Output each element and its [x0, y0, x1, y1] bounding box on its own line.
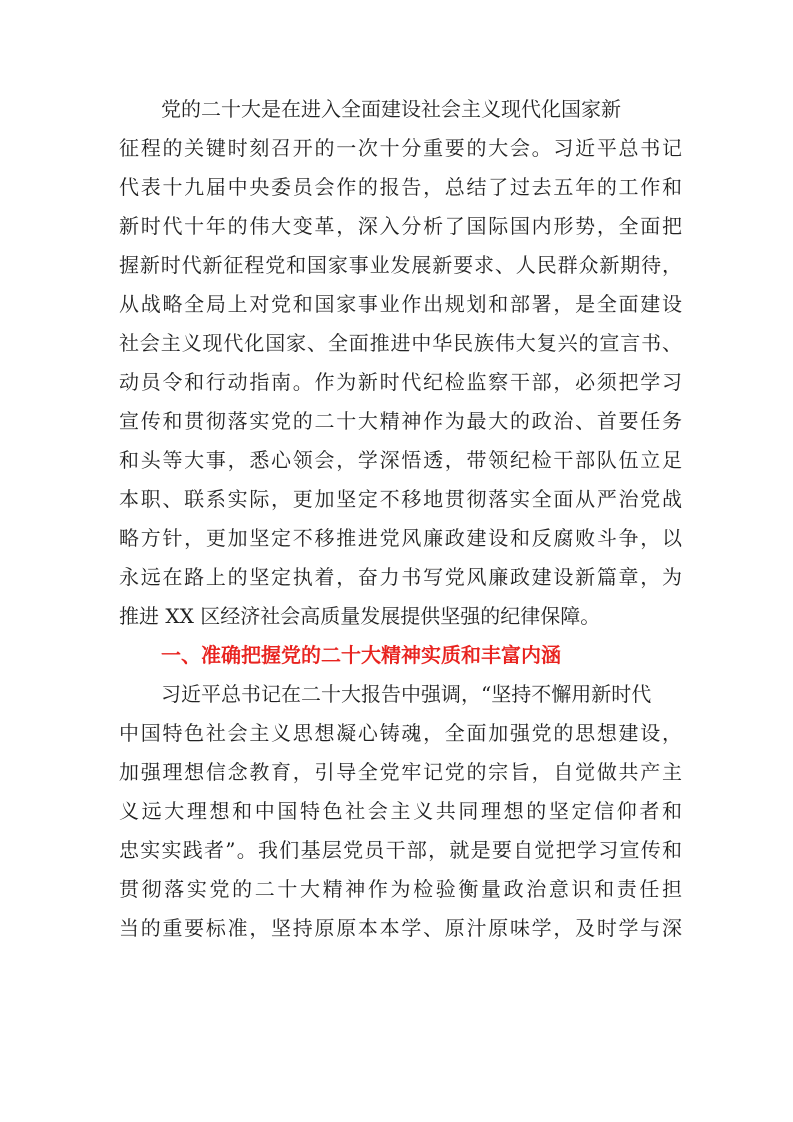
text-line: 和头等大事，悉心领会，学深悟透，带领纪检干部队伍立足 [119, 448, 682, 472]
text-line: 握新时代新征程党和国家事业发展新要求、人民群众新期待， [119, 253, 682, 277]
text-line: 忠实实践者”。我们基层党员干部，就是要自觉把学习宣传和 [119, 838, 682, 862]
text-line: 社会主义现代化国家、全面推进中华民族伟大复兴的宣言书、 [119, 331, 682, 355]
text-line: 贯彻落实党的二十大精神作为检验衡量政治意识和责任担 [119, 877, 682, 901]
text-line: 当的重要标准，坚持原原本本学、原汁原味学，及时学与深 [119, 916, 682, 940]
text-line: 党的二十大是在进入全面建设社会主义现代化国家新 [161, 97, 621, 121]
paragraph-intro [119, 90, 682, 636]
text-line: 义远大理想和中国特色社会主义共同理想的坚定信仰者和 [119, 799, 682, 823]
text-line: 动员令和行动指南。作为新时代纪检监察干部，必须把学习 [119, 370, 682, 394]
text-line: 代表十九届中央委员会作的报告，总结了过去五年的工作和 [119, 175, 682, 199]
section-heading: 一、准确把握党的二十大精神实质和丰富内涵 [161, 643, 561, 667]
text-line: 宣传和贯彻落实党的二十大精神作为最大的政治、首要任务 [119, 409, 682, 433]
text-line: 略方针，更加坚定不移推进党风廉政建设和反腐败斗争，以 [119, 526, 682, 550]
text-line: 加强理想信念教育，引导全党牢记党的宗旨，自觉做共产主 [119, 760, 682, 784]
text-line: 中国特色社会主义思想凝心铸魂，全面加强党的思想建设， [119, 721, 682, 745]
document-body [119, 90, 682, 948]
text-line: 推进 XX 区经济社会高质量发展提供坚强的纪律保障。 [119, 604, 601, 628]
text-line: 本职、联系实际，更加坚定不移地贯彻落实全面从严治党战 [119, 487, 682, 511]
paragraph-section-one [119, 675, 682, 948]
text-line: 新时代十年的伟大变革，深入分析了国际国内形势，全面把 [119, 214, 682, 238]
text-line: 从战略全局上对党和国家事业作出规划和部署，是全面建设 [119, 292, 682, 316]
text-line: 习近平总书记在二十大报告中强调，“坚持不懈用新时代 [161, 682, 652, 706]
text-line: 征程的关键时刻召开的一次十分重要的大会。习近平总书记 [119, 136, 682, 160]
text-line: 永远在路上的坚定执着，奋力书写党风廉政建设新篇章，为 [119, 565, 682, 589]
